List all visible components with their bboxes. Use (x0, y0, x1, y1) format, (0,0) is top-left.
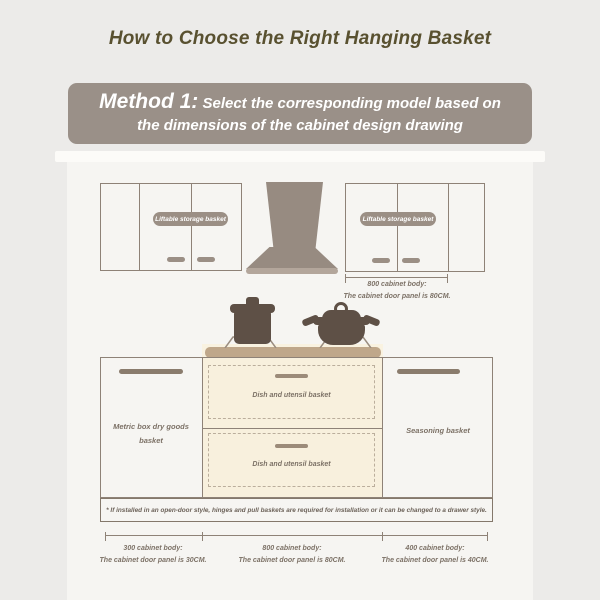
method-banner-text (90, 91, 510, 137)
left-cabinet-label: Metric box dry goods basket (113, 422, 189, 445)
dimension-title: 300 cabinet body: (123, 545, 183, 552)
method-label: Method 1: (99, 89, 199, 113)
installation-footnote: * If installed in an open-door style, hinges and pull baskets are required for installation or it can be changed to a drawer style. (100, 498, 493, 522)
door-handle (119, 369, 183, 374)
dimension-label-800-bottom (227, 545, 357, 564)
door-handle (372, 258, 390, 263)
dimension-tick (487, 532, 488, 541)
liftable-basket-badge: Liftable storage basket (153, 212, 228, 226)
cabinet-divider-line (448, 184, 449, 271)
stockpot-icon (234, 312, 271, 344)
method-banner (68, 83, 532, 144)
door-handle (197, 257, 215, 262)
dimension-tick (382, 532, 383, 541)
dimension-label-300 (88, 545, 218, 564)
drawer-label: Dish and utensil basket (252, 461, 331, 468)
right-cabinet-label: Seasoning basket (406, 426, 470, 435)
door-handle (402, 258, 420, 263)
dimension-tick (202, 532, 203, 541)
method-description: Select the corresponding model based on the dimensions of the cabinet design drawing (137, 94, 501, 134)
liftable-basket-badge: Liftable storage basket (360, 212, 436, 226)
door-handle (167, 257, 185, 262)
panel-top-edge (55, 151, 545, 162)
cabinet-door-split-line (191, 184, 192, 270)
dimension-title: 800 cabinet body: (367, 281, 427, 288)
dimension-title: 400 cabinet body: (405, 545, 465, 552)
drawer-divider-line (202, 428, 383, 429)
dimension-note: The cabinet door panel is 40CM. (381, 557, 489, 564)
dimension-line-800 (345, 277, 448, 278)
cabinet-door-split-line (397, 184, 398, 271)
drawer-handle (275, 444, 308, 448)
dimension-note: The cabinet door panel is 80CM. (238, 557, 346, 564)
drawer-handle (275, 374, 308, 378)
drawer-label: Dish and utensil basket (252, 392, 331, 399)
cabinet-divider-line (139, 184, 140, 270)
dimension-note: The cabinet door panel is 30CM. (99, 557, 207, 564)
upper-left-cabinet (100, 183, 242, 271)
door-handle (397, 369, 460, 374)
dimension-tick (105, 532, 106, 541)
dish-utensil-drawer (208, 365, 375, 419)
range-hood-base-icon (246, 268, 338, 274)
bottom-dimension-line (105, 535, 488, 536)
dimension-label-400 (370, 545, 500, 564)
dimension-note: The cabinet door panel is 80CM. (343, 293, 451, 300)
dimension-title: 800 cabinet body: (262, 545, 322, 552)
range-hood-chimney-icon (266, 182, 323, 248)
dimension-label-800 (312, 281, 482, 300)
dish-utensil-drawer (208, 433, 375, 487)
casserole-icon (318, 324, 365, 345)
page-title: How to Choose the Right Hanging Basket (108, 28, 492, 49)
upper-right-cabinet (345, 183, 485, 272)
